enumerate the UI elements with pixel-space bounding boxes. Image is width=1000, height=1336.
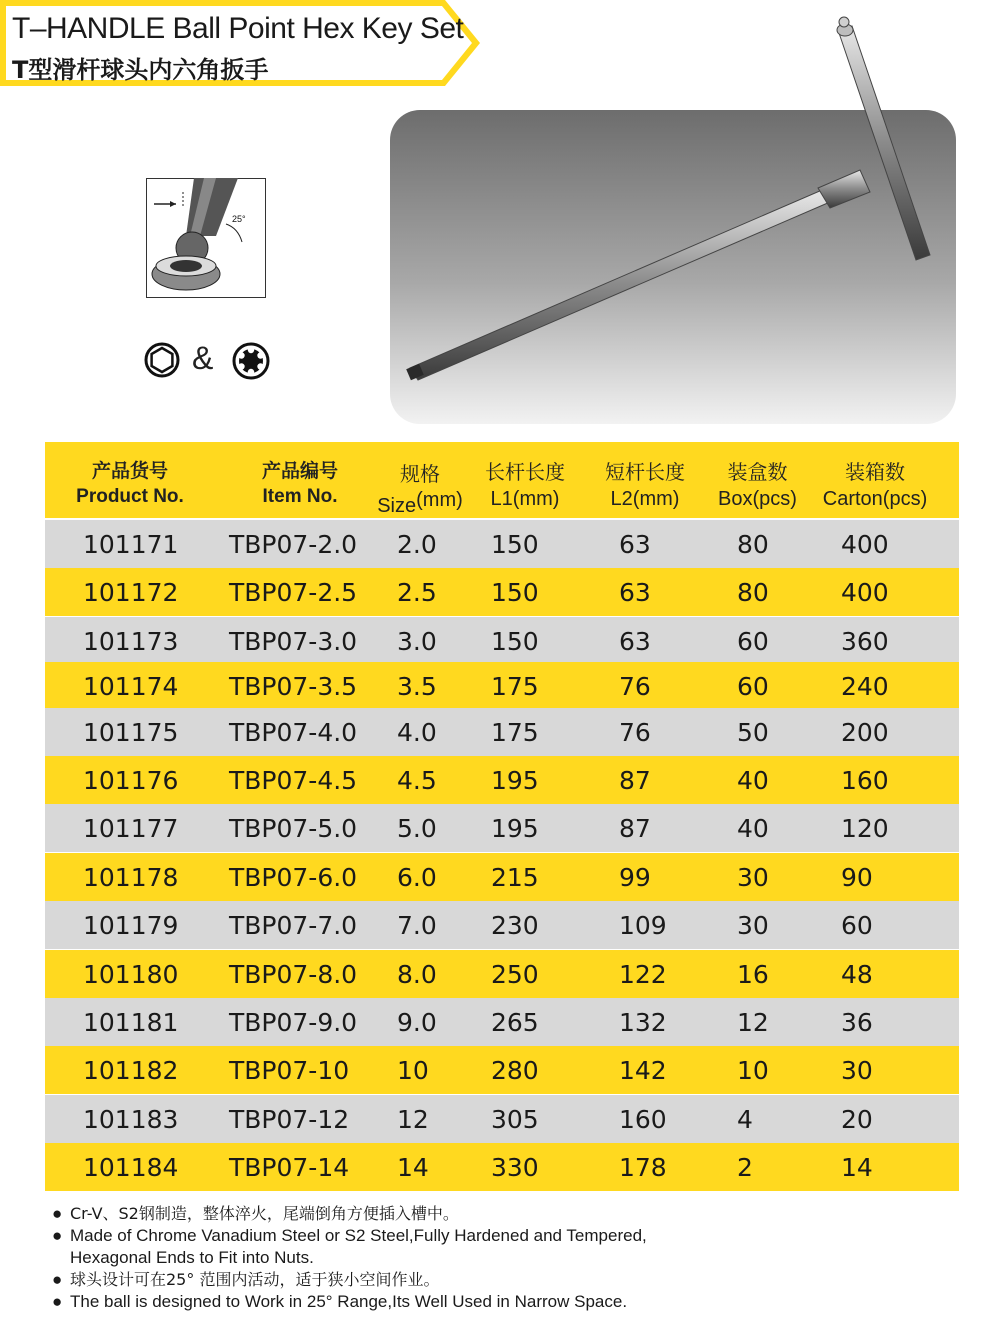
cell-carton: 60	[841, 911, 873, 940]
cell-item-no: TBP07-12	[229, 1105, 350, 1134]
cell-carton: 400	[841, 578, 889, 607]
cell-l1: 305	[491, 1105, 539, 1134]
table-row	[45, 1143, 959, 1191]
table-row	[45, 901, 959, 949]
cell-carton: 30	[841, 1056, 873, 1085]
cell-box: 50	[737, 718, 769, 747]
cell-product-no: 101175	[83, 718, 179, 747]
cell-l2: 142	[619, 1056, 667, 1085]
cell-box: 60	[737, 672, 769, 701]
cell-l2: 99	[619, 863, 651, 892]
cell-item-no: TBP07-4.5	[229, 766, 358, 795]
cell-carton: 14	[841, 1153, 873, 1182]
cell-product-no: 101183	[83, 1105, 179, 1134]
cell-box: 16	[737, 960, 769, 989]
cell-size: 14	[397, 1153, 429, 1182]
table-row	[45, 853, 959, 901]
table-row	[45, 756, 959, 804]
table-row	[45, 568, 959, 616]
cell-l1: 280	[491, 1056, 539, 1085]
table-row	[45, 998, 959, 1046]
torx-icon	[232, 342, 270, 385]
col-item-no: 产品编号 Item No.	[261, 460, 338, 507]
cell-l1: 150	[491, 578, 539, 607]
note-4: ● The ball is designed to Work in 25° Range,Its Well Used in Narrow Space.	[52, 1292, 628, 1311]
cell-product-no: 101179	[83, 911, 179, 940]
cell-l1: 175	[491, 672, 539, 701]
cell-box: 4	[737, 1105, 753, 1134]
note-3: ● 球头设计可在25° 范围内活动，适于狭小空间作业。	[52, 1270, 440, 1289]
cell-size: 4.0	[397, 718, 437, 747]
cell-product-no: 101178	[83, 863, 179, 892]
table-row	[45, 708, 959, 756]
cell-box: 10	[737, 1056, 769, 1085]
cell-l1: 195	[491, 814, 539, 843]
cell-box: 12	[737, 1008, 769, 1037]
cell-l2: 76	[619, 718, 651, 747]
cell-l2: 132	[619, 1008, 667, 1037]
cell-carton: 90	[841, 863, 873, 892]
cell-l1: 215	[491, 863, 539, 892]
cell-item-no: TBP07-6.0	[229, 863, 358, 892]
cell-carton: 160	[841, 766, 889, 795]
angle-label: 25°	[232, 214, 246, 224]
title-banner	[0, 0, 480, 86]
cell-l1: 175	[491, 718, 539, 747]
table-row	[45, 1095, 959, 1143]
cell-product-no: 101176	[83, 766, 179, 795]
cell-product-no: 101171	[83, 530, 179, 559]
cell-carton: 360	[841, 627, 889, 656]
col-size: 规格 Size(mm)	[377, 462, 463, 517]
cell-carton: 120	[841, 814, 889, 843]
cell-l2: 178	[619, 1153, 667, 1182]
cell-l1: 195	[491, 766, 539, 795]
cell-carton: 400	[841, 530, 889, 559]
cell-box: 80	[737, 530, 769, 559]
cell-carton: 48	[841, 960, 873, 989]
cell-product-no: 101174	[83, 672, 179, 701]
cell-l2: 87	[619, 766, 651, 795]
cell-item-no: TBP07-2.0	[229, 530, 358, 559]
cell-box: 30	[737, 863, 769, 892]
cell-l1: 330	[491, 1153, 539, 1182]
cell-size: 3.5	[397, 672, 437, 701]
cell-item-no: TBP07-3.0	[229, 627, 358, 656]
page-title: T–HANDLE Ball Point Hex Key Set	[12, 12, 464, 45]
cell-size: 9.0	[397, 1008, 437, 1037]
table-row	[45, 950, 959, 998]
cell-l1: 230	[491, 911, 539, 940]
cell-product-no: 101181	[83, 1008, 179, 1037]
cell-l1: 265	[491, 1008, 539, 1037]
cell-l2: 109	[619, 911, 667, 940]
cell-box: 30	[737, 911, 769, 940]
cell-l2: 63	[619, 627, 651, 656]
table-row	[45, 804, 959, 852]
cell-product-no: 101177	[83, 814, 179, 843]
cell-item-no: TBP07-4.0	[229, 718, 358, 747]
cell-size: 3.0	[397, 627, 437, 656]
cell-size: 10	[397, 1056, 429, 1085]
cell-size: 2.0	[397, 530, 437, 559]
col-product-no: 产品货号 Product No.	[76, 460, 184, 507]
hex-icon	[144, 342, 180, 383]
cell-box: 40	[737, 814, 769, 843]
cell-size: 4.5	[397, 766, 437, 795]
ball-angle-diagram	[146, 178, 266, 298]
cell-box: 60	[737, 627, 769, 656]
cell-carton: 240	[841, 672, 889, 701]
cell-product-no: 101180	[83, 960, 179, 989]
note-2-cont: Hexagonal Ends to Fit into Nuts.	[70, 1248, 314, 1267]
cell-size: 2.5	[397, 578, 437, 607]
cell-l2: 63	[619, 530, 651, 559]
cell-item-no: TBP07-8.0	[229, 960, 358, 989]
cell-product-no: 101172	[83, 578, 179, 607]
and-symbol: &	[192, 340, 214, 376]
cell-item-no: TBP07-3.5	[229, 672, 358, 701]
cell-l1: 250	[491, 960, 539, 989]
cell-size: 12	[397, 1105, 429, 1134]
cell-l2: 76	[619, 672, 651, 701]
cell-item-no: TBP07-5.0	[229, 814, 358, 843]
page-title-cn: T型滑杆球头内六角扳手	[12, 56, 269, 84]
cell-size: 6.0	[397, 863, 437, 892]
product-notes	[52, 1203, 952, 1313]
cell-box: 2	[737, 1153, 753, 1182]
table-row	[45, 520, 959, 568]
cell-l2: 122	[619, 960, 667, 989]
cell-carton: 20	[841, 1105, 873, 1134]
cell-box: 40	[737, 766, 769, 795]
cell-box: 80	[737, 578, 769, 607]
col-l2: 短杆长度 L2(mm)	[605, 460, 685, 510]
cell-size: 8.0	[397, 960, 437, 989]
table-row	[45, 662, 959, 710]
cell-carton: 36	[841, 1008, 873, 1037]
cell-carton: 200	[841, 718, 889, 747]
cell-item-no: TBP07-7.0	[229, 911, 358, 940]
cell-item-no: TBP07-2.5	[229, 578, 358, 607]
table-row	[45, 1046, 959, 1094]
cell-product-no: 101173	[83, 627, 179, 656]
cell-l1: 150	[491, 530, 539, 559]
col-l1: 长杆长度 L1(mm)	[485, 460, 565, 510]
table-row	[45, 617, 959, 665]
cell-item-no: TBP07-10	[229, 1056, 350, 1085]
note-1: ● Cr-V、S2钢制造，整体淬火，尾端倒角方便插入槽中。	[52, 1204, 459, 1223]
col-box: 装盒数 Box(pcs)	[718, 460, 797, 510]
table-header	[45, 442, 959, 518]
cell-item-no: TBP07-14	[229, 1153, 350, 1182]
cell-product-no: 101184	[83, 1153, 179, 1182]
cell-size: 7.0	[397, 911, 437, 940]
cell-l2: 63	[619, 578, 651, 607]
product-photo	[390, 110, 956, 424]
tip-type-icons	[144, 340, 274, 380]
cell-product-no: 101182	[83, 1056, 179, 1085]
cell-size: 5.0	[397, 814, 437, 843]
col-carton: 装箱数 Carton(pcs)	[822, 460, 928, 510]
note-2: ● Made of Chrome Vanadium Steel or S2 Steel,Fully Hardened and Tempered,	[52, 1226, 647, 1245]
cell-l2: 87	[619, 814, 651, 843]
cell-item-no: TBP07-9.0	[229, 1008, 358, 1037]
cell-l2: 160	[619, 1105, 667, 1134]
cell-l1: 150	[491, 627, 539, 656]
